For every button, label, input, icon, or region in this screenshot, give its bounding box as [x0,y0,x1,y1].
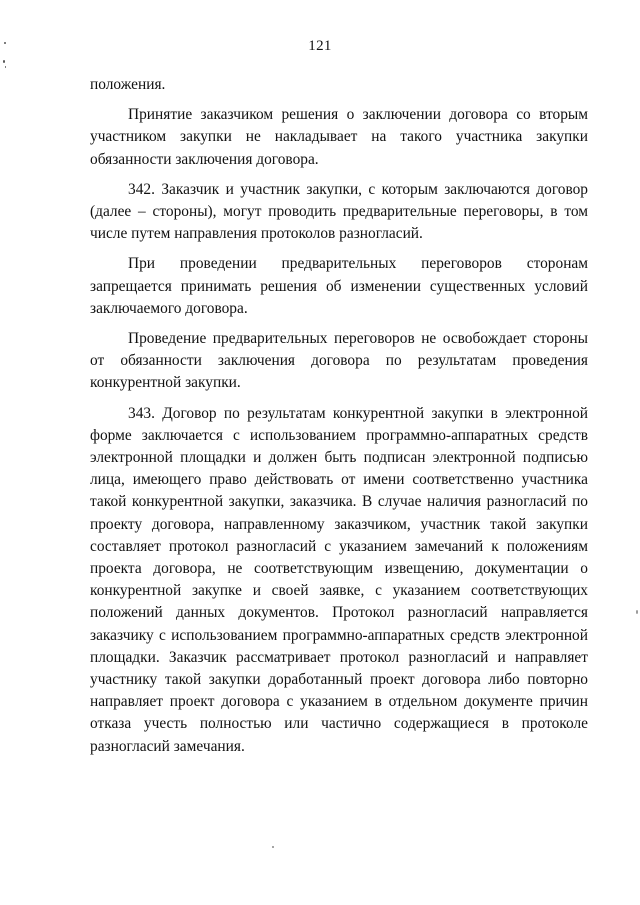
scan-speck [272,846,274,848]
page-number: 121 [308,38,332,54]
scan-speck [5,66,6,68]
paragraph-clause-342: 342. Заказчик и участник закупки, с которым заключаются договор (далее – стороны), могут проводить предварительные переговоры, в том числе путем направления протоколов разногласий. [90,180,588,243]
scan-speck [3,60,5,63]
paragraph: Принятие заказчиком решения о заключении договора со вторым участником закупки не накладывает на такого участника закупки обязанности заключения договора. [90,106,588,168]
paragraph: При проведении предварительных переговоров сторонам запрещается принимать решения об изменении существенных условий заключаемого договора. [90,255,588,317]
paragraph-continuation: положения. [90,76,166,93]
scan-speck [636,610,638,614]
paragraph: Проведение предварительных переговоров не освобождает стороны от обязанности заключения договора по результатам проведения конкурентной закупки. [90,330,588,392]
document-body [90,74,588,766]
paragraph-clause-343: 343. Договор по результатам конкурентной закупки в электронной форме заключается с использованием программно-аппаратных средств электронной площадки и должен быть подписан электронной подписью лица, имеющего право действовать от имени соответственно участника такой конкурентной закупки, заказчика. В случае наличия разногласий по проекту договора, направленному заказчиком, участник такой закупки составляет протокол разногласий с указанием замечаний к положениям проекта договора, не соответствующим извещению, документации о конкурентной закупке и своей заявке, с указанием соответствующих положений данных документов. Протокол разногласий направляется заказчику с использованием программно-аппаратных средств электронной площадки. Заказчик рассматривает протокол разногласий и направляет участнику такой закупки доработанный проект договора либо повторно направляет проект договора с указанием в отдельном документе причин отказа учесть полностью или частично содержащиеся в протоколе разногласий замечания. [90,404,588,755]
